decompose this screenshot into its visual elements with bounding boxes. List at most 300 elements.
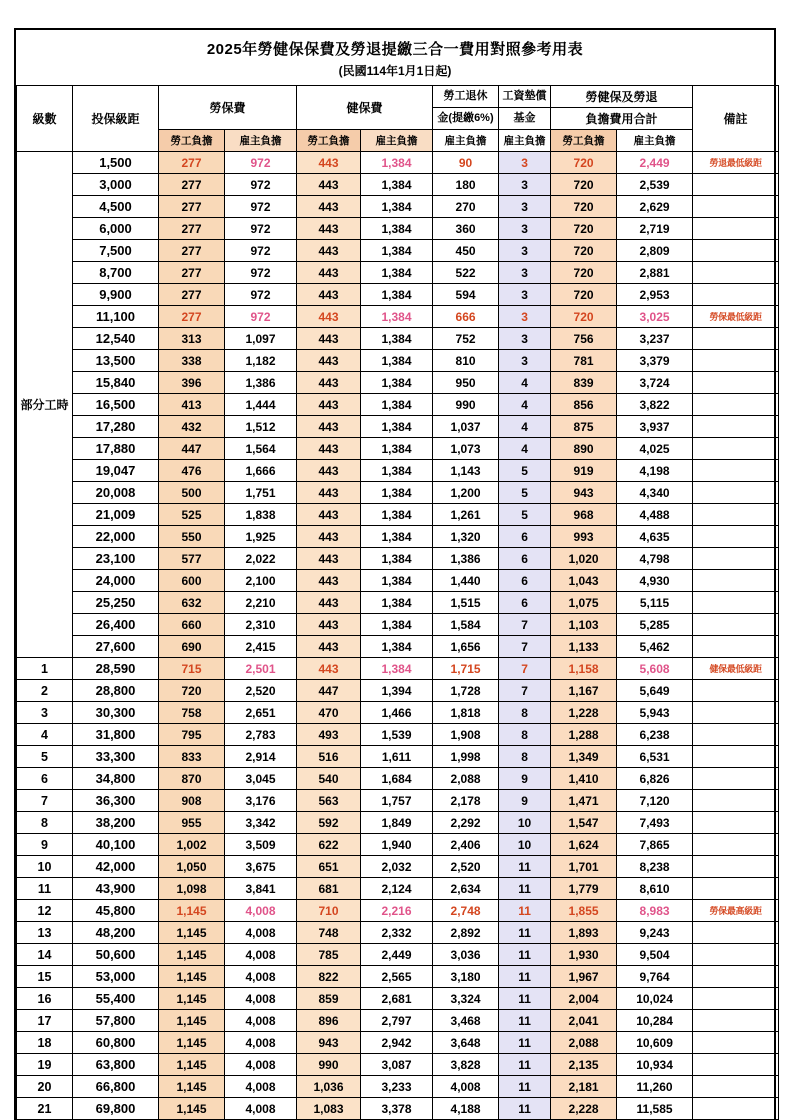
cell-pension-employer: 1,261 [433,504,499,526]
cell-remark [693,240,779,262]
cell-health-ins-employer: 1,384 [361,548,433,570]
cell-health-ins-employer: 3,087 [361,1054,433,1076]
cell-health-ins-employer: 1,384 [361,526,433,548]
cell-wage-bracket: 30,300 [73,702,159,724]
cell-labor-ins-employee: 447 [159,438,225,460]
cell-labor-ins-employee: 870 [159,768,225,790]
cell-health-ins-employer: 1,384 [361,306,433,328]
cell-wagefund-employer: 3 [499,218,551,240]
cell-labor-ins-employer: 972 [225,306,297,328]
cell-total-employee: 1,167 [551,680,617,702]
cell-wage-bracket: 16,500 [73,394,159,416]
cell-labor-ins-employee: 1,145 [159,988,225,1010]
cell-health-ins-employee: 447 [297,680,361,702]
cell-total-employer: 8,238 [617,856,693,878]
cell-total-employer: 3,025 [617,306,693,328]
table-row [17,944,779,966]
cell-labor-ins-employee: 432 [159,416,225,438]
cell-wagefund-employer: 5 [499,504,551,526]
cell-total-employee: 1,701 [551,856,617,878]
cell-wage-bracket: 4,500 [73,196,159,218]
cell-wagefund-employer: 7 [499,680,551,702]
table-row [17,878,779,900]
cell-labor-ins-employee: 1,145 [159,922,225,944]
cell-wagefund-employer: 11 [499,922,551,944]
cell-health-ins-employee: 1,083 [297,1098,361,1120]
table-row [17,922,779,944]
cell-health-ins-employee: 443 [297,152,361,174]
cell-wagefund-employer: 3 [499,174,551,196]
cell-pension-employer: 1,320 [433,526,499,548]
cell-health-ins-employer: 1,384 [361,438,433,460]
cell-total-employee: 875 [551,416,617,438]
cell-total-employee: 943 [551,482,617,504]
cell-pension-employer: 950 [433,372,499,394]
cell-wage-bracket: 24,000 [73,570,159,592]
table-row [17,438,779,460]
cell-pension-employer: 360 [433,218,499,240]
cell-wagefund-employer: 11 [499,1032,551,1054]
cell-health-ins-employee: 540 [297,768,361,790]
cell-labor-ins-employee: 660 [159,614,225,636]
cell-labor-ins-employer: 4,008 [225,966,297,988]
cell-grade: 19 [17,1054,73,1076]
cell-wage-bracket: 6,000 [73,218,159,240]
cell-total-employer: 3,822 [617,394,693,416]
cell-wage-bracket: 21,009 [73,504,159,526]
cell-remark: 健保最低級距 [693,658,779,680]
cell-health-ins-employer: 1,757 [361,790,433,812]
cell-labor-ins-employee: 690 [159,636,225,658]
cell-grade: 1 [17,658,73,680]
cell-wage-bracket: 26,400 [73,614,159,636]
part-time-label: 部分工時 [17,152,73,658]
cell-grade: 13 [17,922,73,944]
cell-remark [693,1098,779,1120]
cell-health-ins-employee: 443 [297,636,361,658]
cell-total-employee: 1,893 [551,922,617,944]
col-wagefund-2: 基金 [499,108,551,130]
cell-total-employer: 8,610 [617,878,693,900]
cell-labor-ins-employee: 396 [159,372,225,394]
cell-total-employer: 7,120 [617,790,693,812]
cell-labor-ins-employer: 2,210 [225,592,297,614]
cell-health-ins-employee: 443 [297,460,361,482]
cell-total-employee: 1,930 [551,944,617,966]
cell-wage-bracket: 7,500 [73,240,159,262]
cell-remark [693,636,779,658]
cell-health-ins-employee: 443 [297,372,361,394]
table-row [17,746,779,768]
cell-labor-ins-employer: 972 [225,196,297,218]
cell-remark: 勞保最低級距 [693,306,779,328]
cell-health-ins-employee: 443 [297,218,361,240]
cell-total-employee: 1,228 [551,702,617,724]
cell-health-ins-employer: 2,124 [361,878,433,900]
cell-health-ins-employer: 1,394 [361,680,433,702]
cell-health-ins-employer: 1,384 [361,460,433,482]
cell-total-employer: 4,930 [617,570,693,592]
cell-total-employee: 2,088 [551,1032,617,1054]
cell-labor-ins-employee: 1,145 [159,966,225,988]
cell-labor-ins-employee: 476 [159,460,225,482]
cell-total-employer: 2,539 [617,174,693,196]
cell-labor-ins-employee: 277 [159,240,225,262]
cell-wage-bracket: 22,000 [73,526,159,548]
cell-health-ins-employee: 443 [297,174,361,196]
table-row [17,768,779,790]
table-row [17,724,779,746]
cell-remark [693,944,779,966]
cell-total-employee: 720 [551,284,617,306]
table-row [17,548,779,570]
cell-labor-ins-employee: 720 [159,680,225,702]
cell-health-ins-employer: 1,849 [361,812,433,834]
cell-remark [693,966,779,988]
cell-health-ins-employer: 1,384 [361,218,433,240]
cell-wagefund-employer: 6 [499,592,551,614]
cell-wagefund-employer: 7 [499,658,551,680]
cell-total-employer: 4,198 [617,460,693,482]
cell-wage-bracket: 20,008 [73,482,159,504]
cell-wagefund-employer: 4 [499,372,551,394]
cell-remark [693,570,779,592]
cell-health-ins-employer: 1,384 [361,614,433,636]
cell-labor-ins-employer: 1,512 [225,416,297,438]
cell-total-employer: 10,609 [617,1032,693,1054]
cell-total-employee: 781 [551,350,617,372]
table-row [17,482,779,504]
cell-grade: 3 [17,702,73,724]
cell-labor-ins-employer: 4,008 [225,1098,297,1120]
cell-total-employee: 1,547 [551,812,617,834]
cell-labor-ins-employee: 1,145 [159,1054,225,1076]
col-labor-ins-employee: 勞工負擔 [159,130,225,152]
cell-remark [693,504,779,526]
cell-pension-employer: 3,180 [433,966,499,988]
table-row [17,350,779,372]
cell-health-ins-employee: 990 [297,1054,361,1076]
cell-health-ins-employee: 748 [297,922,361,944]
cell-health-ins-employer: 1,384 [361,284,433,306]
cell-grade: 8 [17,812,73,834]
table-row [17,196,779,218]
cell-total-employer: 5,462 [617,636,693,658]
cell-total-employee: 720 [551,152,617,174]
cell-pension-employer: 1,998 [433,746,499,768]
cell-health-ins-employer: 2,216 [361,900,433,922]
cell-labor-ins-employee: 277 [159,218,225,240]
cell-total-employer: 8,983 [617,900,693,922]
cell-wagefund-employer: 4 [499,438,551,460]
cell-labor-ins-employee: 1,050 [159,856,225,878]
cell-health-ins-employer: 1,384 [361,152,433,174]
cell-labor-ins-employer: 972 [225,152,297,174]
cell-health-ins-employee: 443 [297,592,361,614]
cell-grade: 6 [17,768,73,790]
cell-labor-ins-employer: 2,100 [225,570,297,592]
cell-wagefund-employer: 3 [499,240,551,262]
cell-labor-ins-employer: 3,675 [225,856,297,878]
cell-health-ins-employer: 1,384 [361,196,433,218]
cell-labor-ins-employer: 3,342 [225,812,297,834]
cell-total-employer: 10,024 [617,988,693,1010]
cell-total-employer: 9,243 [617,922,693,944]
cell-wage-bracket: 13,500 [73,350,159,372]
cell-labor-ins-employer: 4,008 [225,900,297,922]
cell-pension-employer: 1,908 [433,724,499,746]
cell-labor-ins-employee: 500 [159,482,225,504]
cell-health-ins-employee: 443 [297,570,361,592]
cell-wage-bracket: 40,100 [73,834,159,856]
table-row [17,988,779,1010]
cell-remark: 勞保最高級距 [693,900,779,922]
cell-remark [693,350,779,372]
cell-pension-employer: 594 [433,284,499,306]
cell-pension-employer: 752 [433,328,499,350]
cell-labor-ins-employee: 758 [159,702,225,724]
table-row [17,812,779,834]
cell-health-ins-employer: 1,384 [361,504,433,526]
cell-labor-ins-employer: 2,520 [225,680,297,702]
cell-pension-employer: 1,818 [433,702,499,724]
cell-total-employee: 856 [551,394,617,416]
cell-wagefund-employer: 7 [499,614,551,636]
cell-total-employer: 6,238 [617,724,693,746]
cell-wagefund-employer: 8 [499,724,551,746]
cell-health-ins-employee: 896 [297,1010,361,1032]
cell-labor-ins-employer: 2,783 [225,724,297,746]
cell-wage-bracket: 48,200 [73,922,159,944]
cell-remark [693,196,779,218]
table-row [17,394,779,416]
cell-labor-ins-employee: 908 [159,790,225,812]
cell-grade: 5 [17,746,73,768]
cell-health-ins-employee: 443 [297,482,361,504]
col-remark: 備註 [693,86,779,152]
cell-labor-ins-employer: 1,182 [225,350,297,372]
cell-labor-ins-employee: 577 [159,548,225,570]
table-row [17,790,779,812]
cell-labor-ins-employee: 715 [159,658,225,680]
cell-wagefund-employer: 3 [499,350,551,372]
cell-remark [693,548,779,570]
cell-health-ins-employer: 1,384 [361,482,433,504]
cell-remark [693,988,779,1010]
cell-labor-ins-employee: 550 [159,526,225,548]
cell-labor-ins-employee: 833 [159,746,225,768]
cell-total-employee: 720 [551,196,617,218]
cell-health-ins-employee: 443 [297,350,361,372]
table-row [17,680,779,702]
cell-total-employee: 1,624 [551,834,617,856]
cell-grade: 17 [17,1010,73,1032]
cell-remark [693,460,779,482]
cell-pension-employer: 4,188 [433,1098,499,1120]
cell-total-employee: 2,181 [551,1076,617,1098]
table-row [17,504,779,526]
cell-wage-bracket: 9,900 [73,284,159,306]
cell-remark [693,284,779,306]
cell-total-employer: 4,488 [617,504,693,526]
table-row [17,614,779,636]
cell-health-ins-employer: 2,942 [361,1032,433,1054]
cell-grade: 18 [17,1032,73,1054]
col-labor-insurance: 勞保費 [159,86,297,130]
cell-remark [693,768,779,790]
cell-total-employer: 5,285 [617,614,693,636]
cell-labor-ins-employer: 972 [225,240,297,262]
cell-labor-ins-employer: 2,501 [225,658,297,680]
cell-health-ins-employee: 443 [297,548,361,570]
cell-total-employer: 11,260 [617,1076,693,1098]
cell-labor-ins-employee: 413 [159,394,225,416]
cell-health-ins-employer: 1,384 [361,262,433,284]
table-row [17,526,779,548]
cell-remark [693,438,779,460]
cell-health-ins-employer: 1,384 [361,372,433,394]
cell-health-ins-employer: 1,384 [361,658,433,680]
cell-labor-ins-employer: 3,045 [225,768,297,790]
cell-wagefund-employer: 4 [499,416,551,438]
cell-remark [693,614,779,636]
cell-wagefund-employer: 6 [499,548,551,570]
cell-pension-employer: 2,520 [433,856,499,878]
cell-pension-employer: 1,386 [433,548,499,570]
cell-wage-bracket: 55,400 [73,988,159,1010]
cell-health-ins-employer: 1,384 [361,570,433,592]
cell-health-ins-employee: 443 [297,658,361,680]
cell-labor-ins-employee: 1,145 [159,944,225,966]
cell-labor-ins-employer: 972 [225,262,297,284]
col-total-2: 負擔費用合計 [551,108,693,130]
cell-health-ins-employer: 2,565 [361,966,433,988]
cell-labor-ins-employee: 277 [159,152,225,174]
cell-health-ins-employee: 443 [297,394,361,416]
cell-pension-employer: 2,892 [433,922,499,944]
cell-health-ins-employee: 1,036 [297,1076,361,1098]
cell-wage-bracket: 53,000 [73,966,159,988]
cell-labor-ins-employer: 2,022 [225,548,297,570]
cell-remark [693,372,779,394]
cell-health-ins-employee: 443 [297,262,361,284]
cell-labor-ins-employee: 632 [159,592,225,614]
cell-labor-ins-employee: 525 [159,504,225,526]
cell-labor-ins-employee: 1,145 [159,1076,225,1098]
cell-grade: 2 [17,680,73,702]
cell-health-ins-employee: 470 [297,702,361,724]
col-health-ins-employer: 雇主負擔 [361,130,433,152]
cell-total-employer: 9,764 [617,966,693,988]
cell-health-ins-employer: 1,611 [361,746,433,768]
cell-remark [693,922,779,944]
cell-labor-ins-employer: 4,008 [225,922,297,944]
cell-remark [693,790,779,812]
cell-total-employee: 720 [551,218,617,240]
col-wage-bracket: 投保級距 [73,86,159,152]
cell-wagefund-employer: 6 [499,526,551,548]
cell-wage-bracket: 12,540 [73,328,159,350]
cell-pension-employer: 3,468 [433,1010,499,1032]
cell-wage-bracket: 25,250 [73,592,159,614]
table-row [17,702,779,724]
table-row [17,570,779,592]
cell-remark [693,724,779,746]
cell-remark [693,1054,779,1076]
cell-total-employee: 993 [551,526,617,548]
cell-total-employee: 720 [551,262,617,284]
cell-total-employer: 2,881 [617,262,693,284]
cell-labor-ins-employer: 1,925 [225,526,297,548]
cell-pension-employer: 1,728 [433,680,499,702]
cell-labor-ins-employer: 1,564 [225,438,297,460]
cell-labor-ins-employee: 313 [159,328,225,350]
cell-health-ins-employee: 943 [297,1032,361,1054]
cell-health-ins-employee: 443 [297,438,361,460]
cell-health-ins-employee: 651 [297,856,361,878]
header-row-1 [17,86,779,108]
cell-wage-bracket: 34,800 [73,768,159,790]
cell-wage-bracket: 11,100 [73,306,159,328]
cell-health-ins-employee: 443 [297,526,361,548]
cell-wage-bracket: 42,000 [73,856,159,878]
cell-total-employer: 5,608 [617,658,693,680]
cell-total-employee: 1,349 [551,746,617,768]
table-row [17,834,779,856]
page-title: 2025年勞健保保費及勞退提繳三合一費用對照參考用表 [206,41,584,58]
col-labor-ins-employer: 雇主負擔 [225,130,297,152]
cell-total-employer: 5,649 [617,680,693,702]
cell-labor-ins-employee: 277 [159,284,225,306]
cell-labor-ins-employer: 2,651 [225,702,297,724]
cell-remark [693,262,779,284]
cell-total-employer: 4,025 [617,438,693,460]
cell-health-ins-employee: 516 [297,746,361,768]
table-row [17,306,779,328]
cell-labor-ins-employee: 338 [159,350,225,372]
cell-total-employer: 7,865 [617,834,693,856]
cell-health-ins-employee: 443 [297,306,361,328]
cell-wage-bracket: 23,100 [73,548,159,570]
cell-pension-employer: 1,440 [433,570,499,592]
table-row [17,262,779,284]
cell-wagefund-employer: 5 [499,460,551,482]
cell-health-ins-employee: 785 [297,944,361,966]
cell-remark [693,526,779,548]
table-row [17,174,779,196]
cell-total-employee: 2,004 [551,988,617,1010]
cell-labor-ins-employer: 3,841 [225,878,297,900]
cell-wage-bracket: 38,200 [73,812,159,834]
cell-health-ins-employer: 2,449 [361,944,433,966]
cell-labor-ins-employee: 1,098 [159,878,225,900]
cell-labor-ins-employer: 4,008 [225,1054,297,1076]
cell-health-ins-employer: 3,233 [361,1076,433,1098]
cell-health-ins-employee: 443 [297,614,361,636]
cell-health-ins-employer: 1,384 [361,592,433,614]
cell-labor-ins-employer: 4,008 [225,944,297,966]
cell-pension-employer: 1,073 [433,438,499,460]
cell-remark [693,834,779,856]
cell-labor-ins-employee: 277 [159,196,225,218]
cell-wagefund-employer: 3 [499,306,551,328]
cell-total-employee: 2,041 [551,1010,617,1032]
cell-grade: 9 [17,834,73,856]
cell-wagefund-employer: 11 [499,944,551,966]
cell-grade: 14 [17,944,73,966]
cell-wage-bracket: 31,800 [73,724,159,746]
table-row [17,900,779,922]
